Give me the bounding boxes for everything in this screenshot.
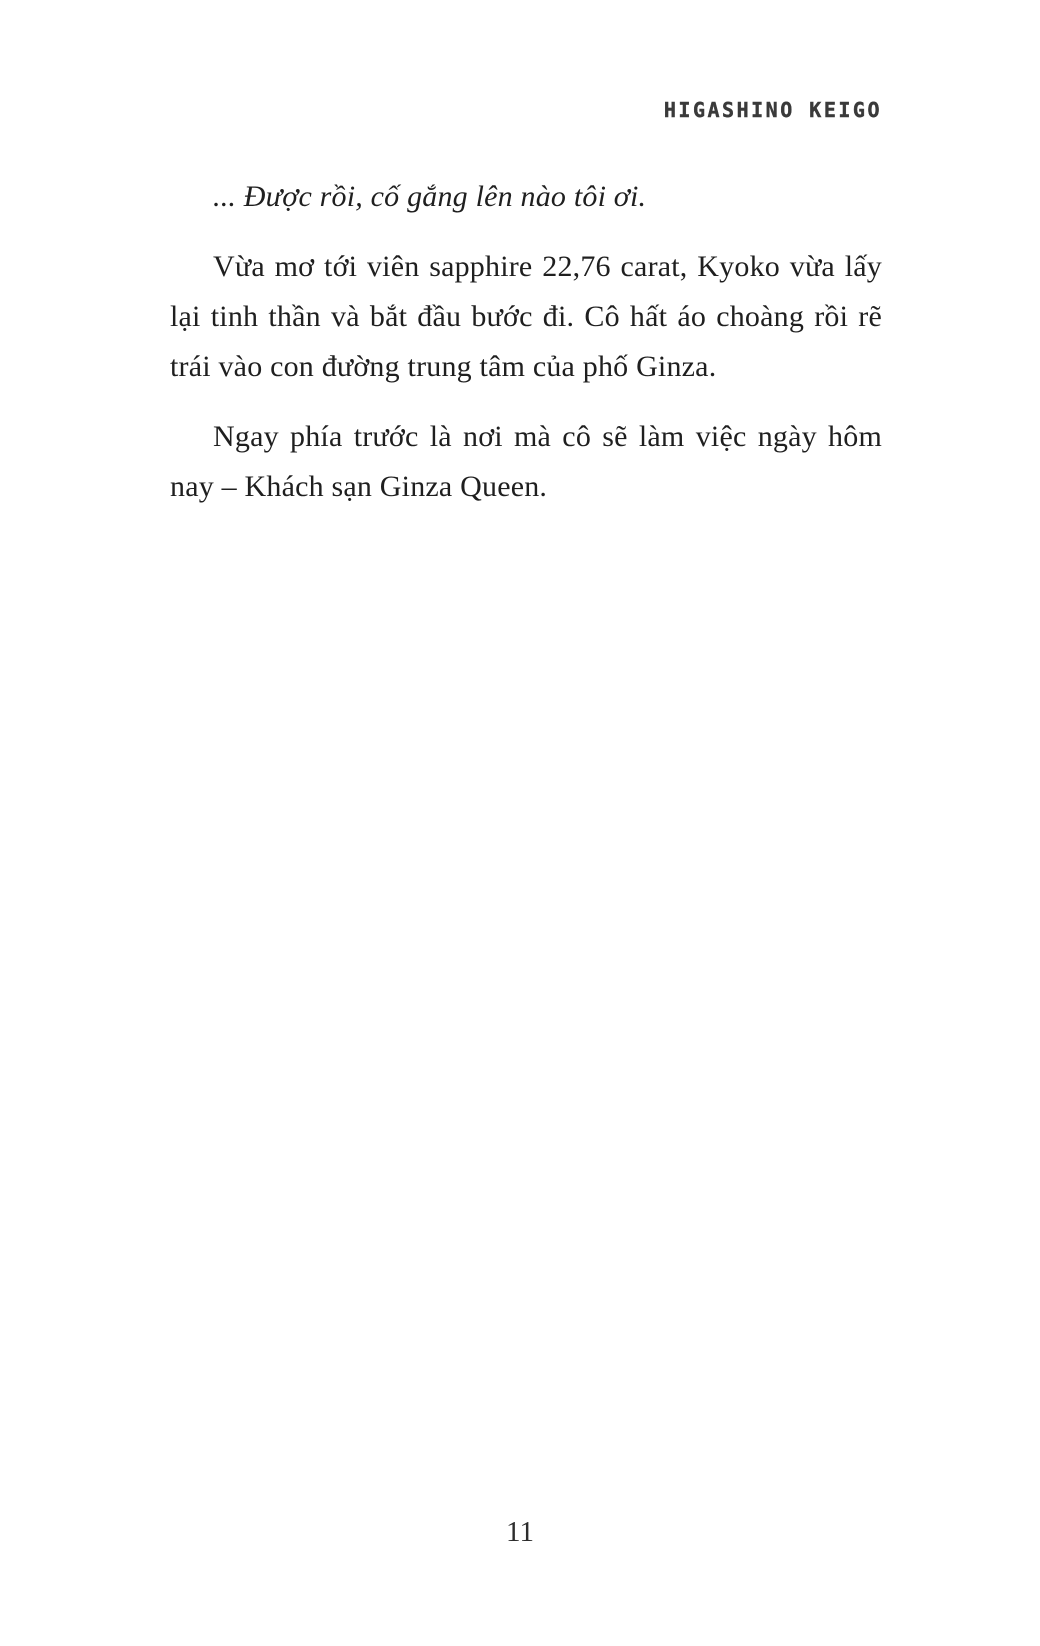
body-text-block: [170, 172, 882, 532]
running-header-author: HIGASHINO KEIGO: [663, 98, 882, 122]
paragraph-body: Vừa mơ tới viên sapphire 22,76 carat, Kyoko vừa lấy lại tinh thần và bắt đầu bước đi. Cô hất áo choàng rồi rẽ trái vào con đường trung tâm của phố Ginza.: [170, 250, 882, 383]
page-number: 11: [506, 1516, 534, 1548]
paragraph-body: Ngay phía trước là nơi mà cô sẽ làm việc ngày hôm nay – Khách sạn Ginza Queen.: [170, 420, 882, 503]
paragraph-inner-thought: ... Được rồi, cố gắng lên nào tôi ơi.: [213, 180, 647, 213]
